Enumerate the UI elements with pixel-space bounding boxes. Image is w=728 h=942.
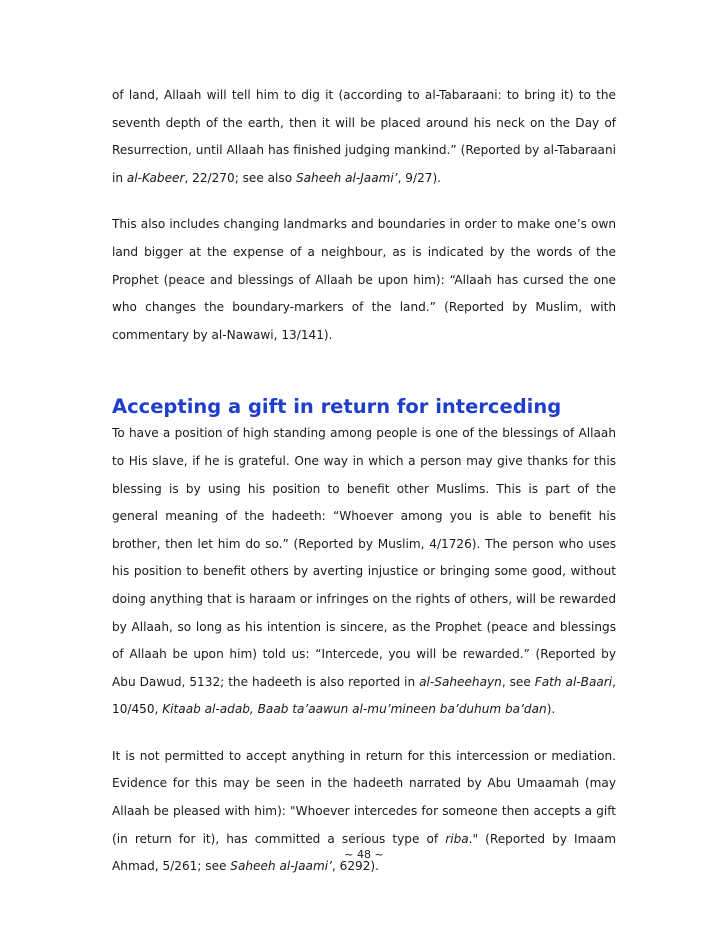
text-run: This also includes changing landmarks and boundaries in order to make one’s own land bigger at the expense of a neighbour, as is indicated by the words of the Prophet (peace and blessings of Allaah be upon him): “Allaah has cursed the one who changes the boundary-markers of the land.” (Reported by Muslim, with commentary by al-Nawawi, 13/141). xyxy=(112,217,616,342)
text-run: , 9/27). xyxy=(397,170,442,185)
text-run: , 10/450, xyxy=(112,674,616,717)
italic-citation: Fath al-Baari xyxy=(534,674,613,689)
italic-citation: Saheeh al-Jaami’ xyxy=(230,859,332,874)
italic-citation: al-Saheehayn xyxy=(419,674,502,689)
text-run: To have a position of high standing among people is one of the blessings of Allaah to His slave, if he is grateful. One way in which a person may give thanks for this blessing is by using his position to benefit other Muslims. This is part of the general meaning of the hadeeth: “Whoever among you is able to benefit his brother, then let him do so.” (Reported by Muslim, 4/1726). The person who uses his position to benefit others by averting injustice or bringing some good, without doing anything that is haraam or infringes on the rights of others, will be rewarded by Allaah, so long as his intention is sincere, as the Prophet (peace and blessings of Allaah be upon him) told us: “Intercede, you will be rewarded.” (Reported by Abu Dawud, 5132; the hadeeth is also reported in xyxy=(112,426,616,689)
text-run: It is not permitted to accept anything in return for this intercession or mediation. Evidence for this may be seen in the hadeeth narrated by Abu Umaamah (may Allaah be pleased with him): "Whoever intercedes for someone then accepts a gift (in return for it), has committed a serious type of xyxy=(112,748,616,846)
italic-citation: Kitaab al-adab, Baab ta’aawun al-mu’mineen ba’duhum ba’dan xyxy=(162,702,547,717)
italic-citation: al-Kabeer xyxy=(126,170,185,185)
paragraph-land-dig xyxy=(112,82,616,192)
text-run: , 6292). xyxy=(331,859,379,874)
text-run: of land, Allaah will tell him to dig it (according to al-Tabaraani: to bring it) to the seventh depth of the earth, then it will be placed around his neck on the Day of Resurrection, until Allaah has finished judging mankind.” (Reported by al-Tabaraani in xyxy=(112,88,616,185)
paragraph-boundary-markers xyxy=(112,211,616,349)
paragraph-spacer xyxy=(112,724,616,743)
section-heading: Accepting a gift in return for interceding xyxy=(112,395,562,419)
italic-term: riba xyxy=(445,831,469,846)
paragraph-spacer xyxy=(112,192,616,211)
paragraph-position-blessing xyxy=(112,420,616,724)
text-run: ). xyxy=(546,702,556,717)
text-run: , 22/270; see also xyxy=(184,170,296,185)
text-run: , see xyxy=(501,674,535,689)
page-number: ~ 48 ~ xyxy=(344,848,384,861)
page-body xyxy=(112,82,616,881)
italic-citation: Saheeh al-Jaami’ xyxy=(295,170,398,185)
text-run: ." (Reported by Imaam Ahmad, 5/261; see xyxy=(112,831,616,874)
section-spacer xyxy=(112,349,616,394)
